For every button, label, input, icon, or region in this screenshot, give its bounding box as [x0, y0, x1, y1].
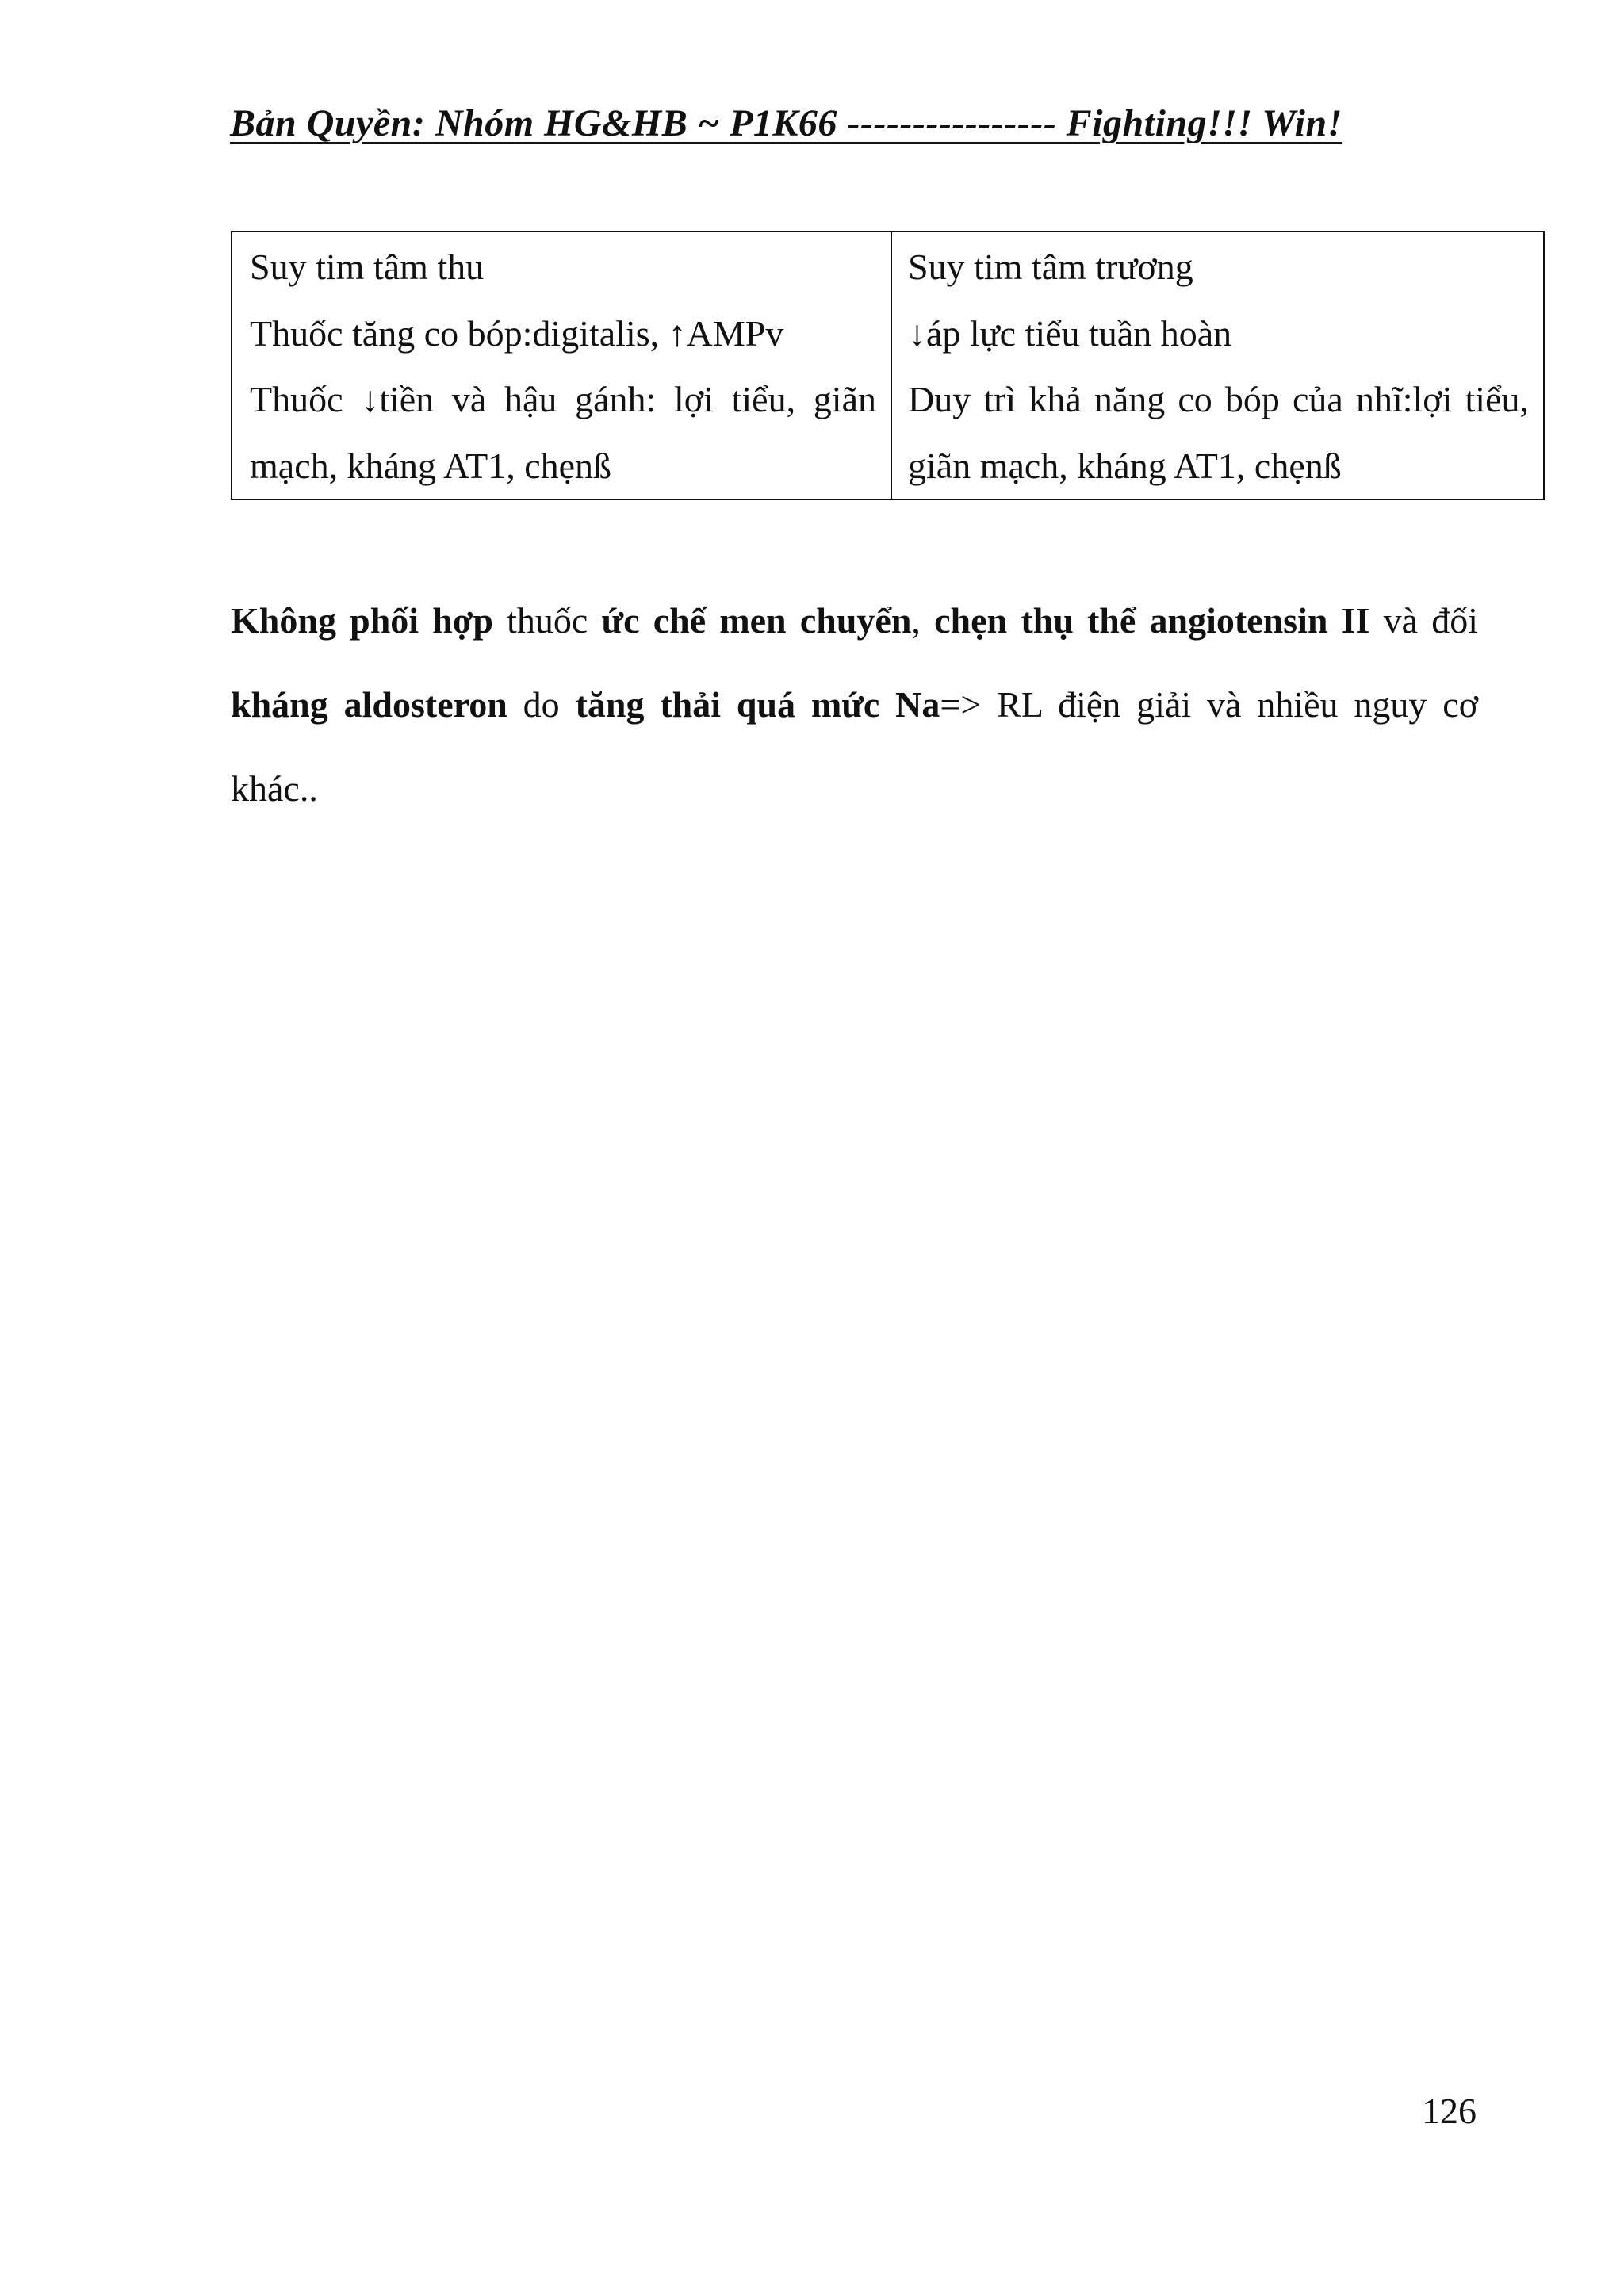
text-span: => RL điện giải và nhiều nguy cơ khác.. — [231, 684, 1479, 809]
text-span: do — [507, 684, 576, 725]
right-cell-line-pressure: ↓áp lực tiểu tuần hoàn — [908, 312, 1232, 354]
page-number: 126 — [1422, 2091, 1477, 2131]
bold-phrase: ức chế men chuyển — [601, 600, 912, 641]
bold-phrase: Không phối hợp — [231, 600, 493, 641]
comparison-table — [231, 231, 1545, 500]
table-row — [232, 232, 1544, 499]
left-cell-systolic — [232, 232, 891, 499]
bold-phrase: kháng aldosteron — [231, 684, 508, 725]
text-span: , — [911, 600, 935, 641]
left-cell-title: Suy tim tâm thu — [250, 247, 485, 287]
right-cell-diastolic — [891, 232, 1544, 499]
text-span: thuốc — [492, 600, 602, 641]
text-span: và đối — [1369, 600, 1479, 641]
right-cell-title: Suy tim tâm trương — [908, 247, 1193, 287]
left-cell-line-preload-afterload: Thuốc ↓tiền và hậu gánh: lợi tiểu, giãn mạch, kháng AT1, chẹnß — [250, 379, 876, 486]
bold-phrase: tăng thải quá mức Na — [575, 684, 940, 725]
bold-phrase: chẹn thụ thể angiotensin II — [934, 600, 1370, 641]
page-header: Bản Quyền: Nhóm HG&HB ~ P1K66 ---------------- Fighting!!! Win! — [230, 102, 1342, 144]
left-cell-line-inotropic: Thuốc tăng co bóp:digitalis, ↑AMPv — [250, 312, 784, 354]
right-cell-line-atrial: Duy trì khả năng co bóp của nhĩ:lợi tiểu, giãn mạch, kháng AT1, chẹnß — [908, 379, 1529, 486]
note-paragraph — [231, 579, 1478, 831]
